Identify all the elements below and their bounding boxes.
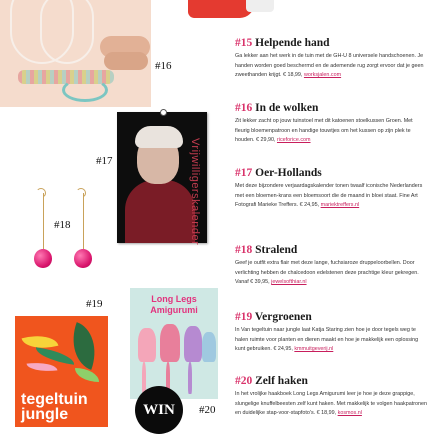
pink-drop-stone [34, 249, 52, 268]
entry-body [235, 117, 428, 146]
calendar-portrait-hair [135, 126, 183, 148]
entry-text: Zit lekker zacht op jouw tuinstoel met dit katoenen stoelkussen Groen. Met fleurig bloemenpatroon en handige touwtjes om het kussen op zijn plek te houden. € 29,90, [235, 118, 413, 144]
earring-wire [83, 193, 84, 249]
product-number-18: #18 [54, 219, 71, 231]
entry-body [235, 390, 428, 419]
entry-heading [235, 36, 428, 50]
entry-17 [235, 166, 428, 211]
entry-title: Stralend [255, 244, 298, 256]
crochet-doll [160, 324, 180, 362]
book-long-legs-amigurumi [130, 288, 218, 399]
entry-text: In Van tegeltuin naar jungle laat Katja Staring zien hoe je door tegels weg te halen ruimte voor planten en dieren maakt en hoe je makkelijk een oplossing kunt gebruiken. € 24,95, [235, 327, 419, 353]
entry-number: #20 [235, 375, 253, 387]
birthday-calendar-image [117, 112, 207, 246]
entry-link[interactable]: kmmuitgeverij.nl [294, 346, 334, 353]
entry-body [235, 52, 428, 81]
entry-title: In de wolken [255, 102, 319, 114]
earring-hook [76, 188, 86, 198]
calendar-hanger [160, 109, 167, 116]
entry-19 [235, 310, 428, 355]
entry-number: #18 [235, 244, 253, 256]
entry-heading [235, 374, 428, 388]
entry-title: Vergroenen [254, 311, 312, 323]
entry-text: Met deze bijzondere verjaardagskalender tonen twaalf iconische Nederlanders met een bloemen-krans een bloemsoort die de maand in bloei staat. Fine Art Fotografi Marieke Treffers. € 24,95, [235, 183, 423, 209]
book-leaf-shape [34, 347, 75, 364]
book-leaf-shape [75, 368, 99, 382]
entry-heading [235, 101, 428, 115]
book-leaf-shape [27, 360, 58, 373]
entry-link[interactable]: riceforice.com [276, 137, 311, 144]
entry-number: #17 [235, 167, 253, 179]
win-badge: WIN [135, 386, 183, 434]
entry-15 [235, 36, 428, 81]
crochet-doll [202, 332, 216, 362]
entry-text: Ga lekker aan het werk in de tuin met de GH-U 8 universele handschoenen. Je handen worden goed beschermd en de ademende rug zorgt ervoor dat je geen zweethanden krijgt. € 18,99, [235, 53, 424, 79]
entry-title: Zelf haken [255, 375, 308, 387]
entry-body [235, 182, 428, 211]
entry-heading [235, 243, 428, 257]
entry-heading [235, 310, 428, 324]
earring-hook [36, 188, 46, 198]
entry-16 [235, 101, 428, 146]
earring-wire [43, 193, 44, 249]
entry-number: #16 [235, 102, 253, 114]
book-cover-title: tegeltuin jungle [21, 391, 88, 423]
entry-link[interactable]: mariektreffers.nl [320, 202, 360, 209]
entry-body [235, 259, 428, 288]
entry-title: Helpende hand [255, 37, 330, 49]
product-number-17: #17 [96, 155, 113, 167]
entry-title: Oer-Hollands [255, 167, 322, 179]
entry-number: #19 [235, 311, 253, 323]
entry-18 [235, 243, 428, 288]
calendar-portrait-dress [125, 180, 195, 243]
entry-heading [235, 166, 428, 180]
book-tegeltuin-jungle [15, 316, 108, 427]
entry-link[interactable]: jewelsofthiar.nl [271, 279, 307, 286]
product-number-20: #20 [199, 404, 216, 416]
crochet-doll [138, 328, 156, 362]
product-number-19: #19 [86, 298, 103, 310]
entry-text: Geef je outfit extra flair met deze lange, fuchsiaroze druppeloorbellen. Door verlichting hebben de chalcedoon edelstenen deze prachtige kleur gekregen. Vanaf € 39,95, [235, 260, 419, 286]
crochet-doll [184, 326, 202, 362]
entry-body [235, 326, 428, 355]
glove-cuff [246, 0, 274, 12]
doll-leg [188, 362, 192, 394]
entry-20 [235, 374, 428, 419]
garden-chair-cushion-photo [0, 0, 151, 107]
hand [104, 52, 148, 70]
red-gardening-glove [188, 0, 254, 18]
chair-frame [40, 0, 94, 64]
calendar-cover-text: Vrijwilligerskalender [189, 138, 201, 246]
pink-drop-stone [74, 249, 92, 268]
entry-link[interactable]: kosmos.nl [337, 410, 362, 417]
entry-text: In het vrolijke haakboek Long Legs Amigurumi leer je hoe je deze grappige, slungelige knuffelbeesten zelf kunt haken. Met makkelijk te volgen haakpatronen en duidelijke stap-voor-stapfoto's. € 18,99, [235, 391, 427, 417]
book-cover-title: Long Legs Amigurumi [150, 294, 198, 315]
tie-ribbon [62, 78, 108, 102]
entry-number: #15 [235, 37, 253, 49]
product-number-16: #16 [155, 60, 172, 72]
entry-link[interactable]: worksjalen.com [303, 72, 342, 79]
